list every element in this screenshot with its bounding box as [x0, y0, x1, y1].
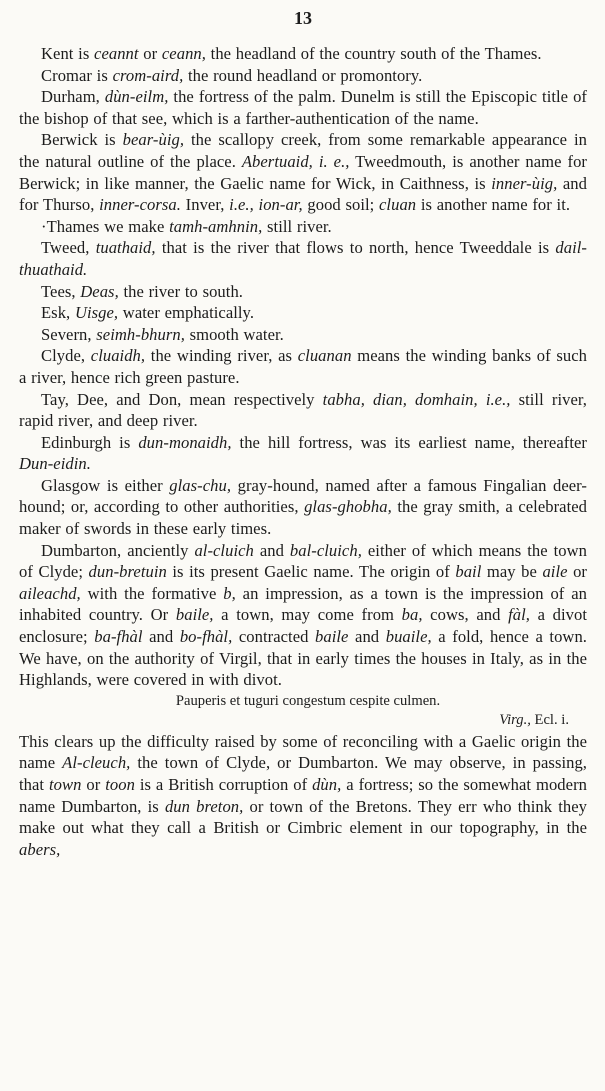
text-run: contracted	[232, 627, 316, 647]
italic-term: toon	[105, 775, 135, 794]
italic-term: dun-monaidh,	[138, 432, 232, 452]
text-run: Cromar is	[41, 65, 113, 85]
italic-term: Abertuaid,	[241, 151, 313, 171]
text-run: may be	[481, 562, 543, 582]
italic-term: i.e.,	[229, 195, 254, 215]
text-run: and	[253, 540, 290, 560]
text-run: Edinburgh is	[41, 432, 139, 452]
text-run: good soil;	[302, 195, 380, 215]
italic-term: baile,	[175, 605, 214, 625]
latin-quote: Pauperis et tuguri congestum cespite culmen.	[175, 692, 441, 709]
text-run: a town, may come from	[213, 605, 402, 625]
text-run: Kent is	[41, 44, 95, 63]
paragraph	[19, 324, 587, 346]
italic-term: dùn-eilm,	[104, 87, 169, 107]
italic-term: Deas,	[80, 281, 119, 301]
text-run: ·Thames we make	[41, 216, 170, 236]
body-text	[19, 43, 587, 691]
text-run: or town of the Bretons. They err who think they make out what they call a British or Cimbric element in our topography, in the	[19, 796, 587, 838]
italic-term: dun breton,	[164, 796, 244, 816]
text-run	[478, 390, 486, 409]
text-run: a fortress; so the somewhat modern name Dumbarton, is	[19, 775, 587, 816]
italic-term: crom-aird,	[112, 65, 184, 85]
text-run: either of which means the town of Clyde;	[19, 540, 587, 582]
italic-term: Dun-eidin.	[19, 454, 91, 474]
text-run: Severn,	[41, 324, 97, 344]
italic-term: i. e.,	[318, 151, 350, 171]
text-run: or	[567, 562, 588, 582]
italic-term: ion-ar,	[258, 195, 303, 215]
italic-term: buaile,	[385, 627, 432, 647]
italic-term: inner-corsa.	[99, 195, 181, 215]
italic-term: cluan	[379, 195, 417, 215]
text-run: that is the river that flows to north, hence Tweeddale is	[155, 238, 556, 258]
italic-term: dùn,	[312, 775, 342, 794]
paragraph	[19, 237, 587, 280]
italic-term: seimh-bhurn,	[96, 324, 185, 344]
italic-term: cluaidh,	[90, 346, 146, 366]
text-run: Tweedmouth, is another name for Berwick; in like manner, the Gaelic name for Wick, in Caithness, is	[19, 151, 588, 193]
text-run: Inver,	[180, 195, 230, 215]
italic-term: ba-fhàl	[94, 627, 143, 647]
text-run: Dumbarton, anciently	[41, 540, 195, 560]
text-run: the fortress of the palm. Dunelm is still the Episcopic title of the bishop of that see, which is a farther-authentication of the name.	[19, 87, 587, 128]
italic-term: aile	[542, 562, 568, 582]
italic-term: bear-ùig,	[122, 130, 185, 150]
italic-term: bo-fhàl,	[179, 627, 233, 647]
text-run: water emphatically.	[118, 303, 255, 323]
paragraph	[19, 43, 587, 65]
italic-term: tabha, dian, domhain,	[322, 389, 478, 409]
text-run: the town of Clyde, or Dumbarton. We may observe, in passing, that	[19, 753, 587, 794]
italic-term: dail-thuathaid.	[19, 238, 587, 279]
paragraph	[19, 216, 587, 238]
paragraph	[19, 389, 587, 432]
quote-source-author: Virg.,	[499, 711, 531, 728]
italic-term: inner-ùig,	[491, 173, 558, 193]
italic-term: Al-cleuch,	[62, 753, 131, 773]
closing-text	[19, 731, 587, 861]
text-run: the river to south.	[118, 281, 243, 301]
text-run: still river, rapid river, and deep river.	[19, 389, 587, 431]
italic-term: glas-chu,	[169, 475, 232, 495]
paragraph	[19, 540, 587, 691]
text-run: and	[142, 627, 180, 647]
text-run: This clears up the difficulty raised by some of reconciling with a Gaelic origin the name	[19, 731, 587, 773]
paragraph	[19, 281, 587, 303]
text-run: Glasgow is either	[41, 475, 170, 495]
text-run: and for Thurso,	[19, 173, 587, 215]
paragraph	[19, 65, 587, 87]
italic-term: Uisge,	[74, 303, 119, 323]
text-run: means the winding banks of such a river, hence rich green pasture.	[19, 346, 587, 387]
text-run: the headland of the country south of the Thames.	[205, 44, 542, 63]
italic-term: bal-cluich,	[289, 540, 362, 560]
paragraph	[19, 129, 587, 215]
text-run: Esk,	[41, 303, 75, 323]
paragraph	[19, 475, 587, 540]
italic-term: bail	[455, 562, 482, 582]
text-run: is another name for it.	[416, 195, 571, 215]
text-run: the gray smith, a celebrated maker of swords in these early times.	[19, 497, 587, 539]
text-run: Berwick is	[41, 130, 123, 150]
paragraph	[19, 86, 587, 129]
italic-term: i.e.,	[485, 389, 511, 409]
italic-term: ba,	[401, 605, 423, 625]
text-run: an impression, as a town is the impression of an inhabited country. Or	[19, 583, 588, 625]
paragraph	[19, 345, 587, 388]
text-run: still river.	[262, 216, 332, 236]
italic-term: tuathaid,	[95, 238, 156, 258]
text-run: or	[138, 44, 162, 63]
text-run: or	[81, 775, 106, 794]
text-run: smooth water.	[184, 324, 284, 344]
text-run: Tees,	[41, 281, 81, 301]
italic-term: baile	[315, 627, 349, 647]
quote-source	[19, 711, 569, 729]
italic-term: aileachd,	[19, 583, 81, 603]
italic-term: ceann,	[161, 44, 206, 63]
italic-term: b,	[223, 583, 236, 603]
italic-term: al-cluich	[194, 540, 254, 560]
page-number: 13	[294, 8, 312, 28]
text-run: and	[348, 627, 386, 647]
text-run: Tweed,	[41, 238, 96, 258]
text-run: is its present Gaelic name. The origin of	[166, 562, 456, 582]
text-run: the scallopy creek, from some remarkable appearance in the natural outline of the place.	[19, 130, 587, 171]
italic-term: fàl,	[508, 605, 530, 625]
text-run: the winding river, as	[145, 346, 298, 366]
text-run: a divot enclosure;	[19, 605, 587, 647]
text-run: with the formative	[80, 583, 224, 603]
paragraph	[19, 731, 587, 861]
text-run: Clyde,	[41, 346, 91, 366]
italic-term: dun-bretuin	[88, 562, 167, 582]
text-run: gray-hound, named after a famous Fingalian deer-hound; or, according to other authorities,	[19, 475, 587, 517]
text-run: cows, and	[422, 605, 509, 625]
italic-term: glas-ghobha,	[304, 497, 392, 517]
paragraph	[19, 432, 587, 475]
text-run: is a British corruption of	[134, 775, 313, 794]
text-run: the hill fortress, was its earliest name, thereafter	[231, 432, 587, 452]
text-run: Tay, Dee, and Don, mean respectively	[41, 389, 323, 409]
italic-term: abers,	[19, 839, 61, 859]
paragraph	[19, 302, 587, 324]
italic-term: town	[49, 775, 82, 794]
text-run: Durham,	[41, 87, 105, 107]
text-run: a fold, hence a town. We have, on the authority of Virgil, that in early times the houses in Italy, as in the Highlands, were covered in with divot.	[19, 627, 588, 690]
italic-term: ceannt	[94, 44, 139, 63]
italic-term: cluanan	[297, 346, 352, 366]
quote-source-ref: Ecl. i.	[530, 711, 569, 728]
text-run: the round headland or promontory.	[183, 65, 423, 85]
italic-term: tamh-amhnin,	[169, 216, 263, 236]
